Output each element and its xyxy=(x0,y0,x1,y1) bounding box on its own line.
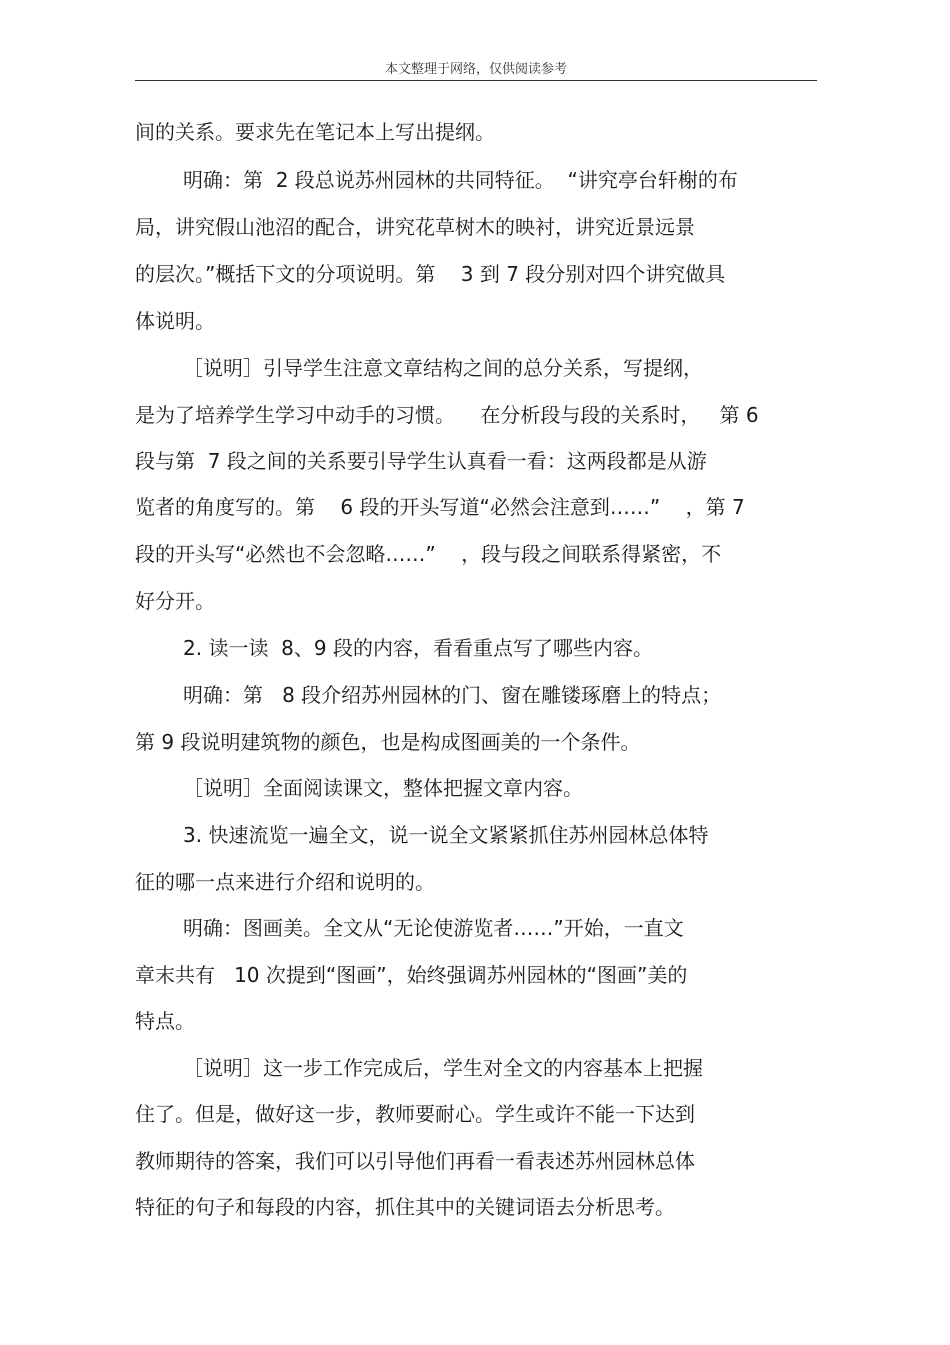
text-line: 览者的角度写的。第 6 段的开头写道“必然会注意到……” ，第 7 xyxy=(135,495,745,519)
text-line: 体说明。 xyxy=(135,309,215,333)
text-line: 征的哪一点来进行介绍和说明的。 xyxy=(135,870,435,894)
text-line: 第 9 段说明建筑物的颜色，也是构成图画美的一个条件。 xyxy=(135,730,641,754)
text-line: 2. 读一读 8、9 段的内容，看看重点写了哪些内容。 xyxy=(183,636,653,660)
text-line: 的层次。”概括下文的分项说明。第 3 到 7 段分别对四个讲究做具 xyxy=(135,262,726,286)
text-line: ［说明］这一步工作完成后，学生对全文的内容基本上把握 xyxy=(183,1056,703,1080)
header-divider xyxy=(135,80,817,81)
text-line: 局，讲究假山池沼的配合，讲究花草树木的映衬，讲究近景远景 xyxy=(135,215,695,239)
text-line: 是为了培养学生学习中动手的习惯。 在分析段与段的关系时， 第 6 xyxy=(135,403,759,427)
text-line: 住了。但是，做好这一步，教师要耐心。学生或许不能一下达到 xyxy=(135,1102,695,1126)
text-line: 明确：图画美。全文从“无论使游览者……”开始，一直文 xyxy=(183,916,684,940)
text-line: 段与第 7 段之间的关系要引导学生认真看一看：这两段都是从游 xyxy=(135,449,707,473)
text-line: ［说明］引导学生注意文章结构之间的总分关系，写提纲， xyxy=(183,356,703,380)
text-line: 间的关系。要求先在笔记本上写出提纲。 xyxy=(135,120,495,144)
text-line: 特征的句子和每段的内容，抓住其中的关键词语去分析思考。 xyxy=(135,1195,675,1219)
text-line: 特点。 xyxy=(135,1009,195,1033)
text-line: 段的开头写“必然也不会忽略……” ，段与段之间联系得紧密，不 xyxy=(135,542,722,566)
text-line: 教师期待的答案，我们可以引导他们再看一看表述苏州园林总体 xyxy=(135,1149,695,1173)
text-line: 明确：第 8 段介绍苏州园林的门、窗在雕镂琢磨上的特点； xyxy=(183,683,722,707)
text-line: 章末共有 10 次提到“图画”，始终强调苏州园林的“图画”美的 xyxy=(135,963,688,987)
text-line: 3. 快速流览一遍全文，说一说全文紧紧抓住苏州园林总体特 xyxy=(183,823,709,847)
text-line: 好分开。 xyxy=(135,589,215,613)
page-header: 本文整理于网络，仅供阅读参考 xyxy=(384,62,567,77)
text-line: ［说明］全面阅读课文，整体把握文章内容。 xyxy=(183,776,583,800)
text-line: 明确：第 2 段总说苏州园林的共同特征。 “讲究亭台轩榭的布 xyxy=(183,168,738,192)
